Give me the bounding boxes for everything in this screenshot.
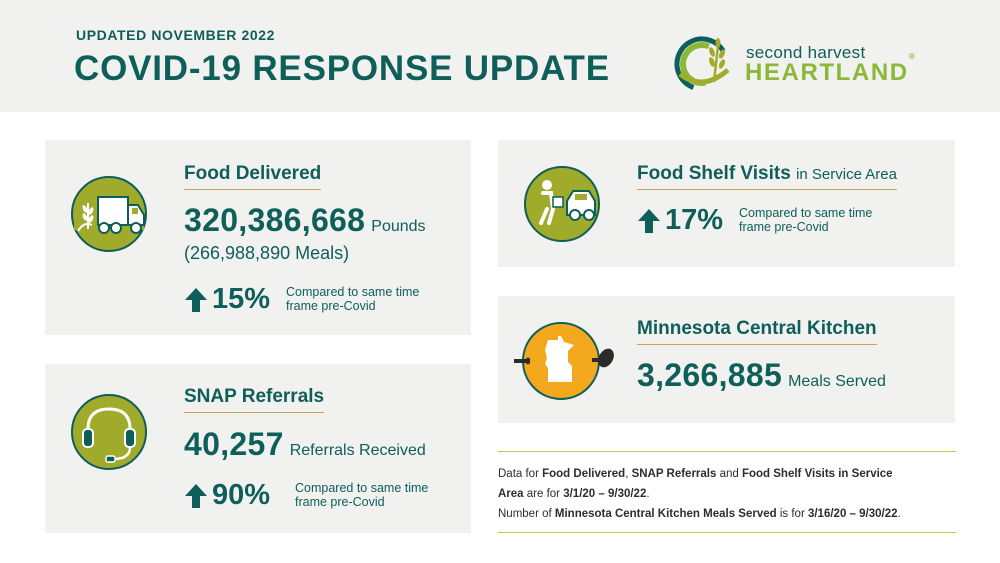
snap-referrals-pct-note: Compared to same time frame pre-Covid [295,481,429,509]
central-kitchen-card [498,296,955,423]
food-shelf-visits-card [498,140,955,267]
snap-referrals-value: 40,257 Referrals Received [184,426,426,462]
food-delivered-pct-note: Compared to same time frame pre-Covid [286,285,420,313]
headset-icon [70,393,148,471]
person-carrying-box-car-icon [523,165,601,243]
central-kitchen-value: 3,266,885 Meals Served [637,357,886,393]
header-banner [0,0,1000,112]
page-title: COVID-19 RESPONSE UPDATE [74,49,610,88]
snap-referrals-pct-row [184,479,464,513]
food-shelf-pct: 17% [665,204,724,236]
food-shelf-pct-row [637,204,937,238]
arrow-up-icon [184,483,208,509]
data-footnote [498,451,956,533]
wheat-swirl-logo-icon [672,34,740,92]
arrow-up-icon [637,208,661,234]
food-delivered-pct-row [184,283,464,317]
food-delivered-meals: (266,988,890 Meals) [184,243,350,263]
logo-wordmark-bottom: HEARTLAND® [745,52,915,86]
food-delivered-title: Food Delivered [184,163,321,190]
food-shelf-visits-title: Food Shelf Visits in Service Area [637,163,897,190]
updated-date: UPDATED NOVEMBER 2022 [76,27,276,43]
snap-referrals-pct: 90% [212,479,271,511]
snap-referrals-title: SNAP Referrals [184,386,324,413]
food-delivered-pct: 15% [212,283,271,315]
delivery-truck-icon [70,175,148,253]
arrow-up-icon [184,287,208,313]
central-kitchen-title: Minnesota Central Kitchen [637,318,877,345]
food-shelf-pct-note: Compared to same time frame pre-Covid [739,206,873,234]
snap-referrals-card [45,364,471,533]
footnote-line-3: Number of Minnesota Central Kitchen Meals Served is for 3/16/20 – 9/30/22. [498,508,901,520]
second-harvest-heartland-logo[interactable] [672,34,932,92]
food-delivered-value: 320,386,668 Pounds [184,202,426,238]
food-delivered-card [45,140,471,335]
footnote-line-1: Data for Food Delivered, SNAP Referrals and Food Shelf Visits in Service [498,468,893,480]
footnote-line-2: Area are for 3/1/20 – 9/30/22. [498,488,650,500]
logo-wordmark-top: second harvest [746,43,866,62]
minnesota-spoon-icon [512,320,614,402]
